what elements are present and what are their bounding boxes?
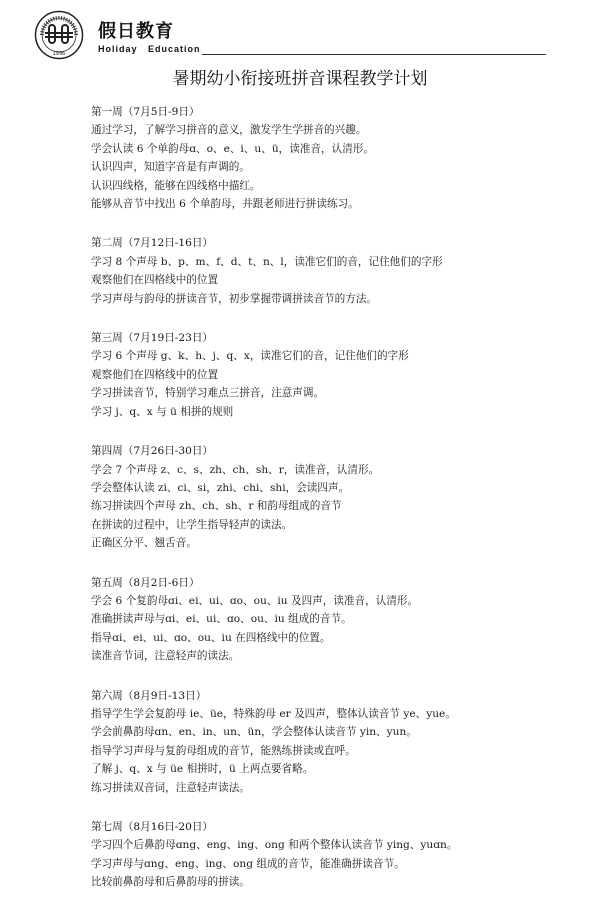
week-section bbox=[91, 234, 591, 308]
plan-line: 观察他们在四格线中的位置 bbox=[91, 368, 219, 381]
week-heading: 第七周（8月16日-20日） bbox=[91, 821, 214, 833]
plan-line: 学会前鼻韵母ɑn、en、in、un、ün，学会整体认读音节 yin、yun。 bbox=[91, 726, 417, 739]
week-heading: 第三周（7月19日-23日） bbox=[91, 332, 214, 345]
week-section bbox=[91, 687, 591, 797]
week-section bbox=[91, 574, 591, 666]
plan-line: 学会 6 个复韵母ɑi、ei、ui、ɑo、ou、iu 及四声，读准音，认清形。 bbox=[91, 594, 419, 607]
brand-name-chinese: 假日教育 bbox=[98, 21, 174, 42]
holiday-education-seal-logo bbox=[34, 10, 84, 60]
week-heading: 第一周（7月5日-9日） bbox=[91, 106, 200, 118]
week-section bbox=[91, 818, 591, 892]
document-title: 暑期幼小衔接班拼音课程教学计划 bbox=[172, 69, 428, 89]
plan-line: 学会 7 个声母 z、c、s、zh、ch、sh、r，读准音，认清形。 bbox=[91, 463, 380, 476]
plan-line: 指导学习声母与复韵母组成的音节，能熟练拼读或直呼。 bbox=[91, 744, 356, 757]
plan-line: 比较前鼻韵母和后鼻韵母的拼读。 bbox=[91, 876, 250, 889]
plan-line: 读准音节词，注意轻声的读法。 bbox=[91, 650, 240, 663]
plan-line: 学会认读 6 个单韵母ɑ、o、e、i、u、ü，读准音，认清形。 bbox=[91, 142, 374, 155]
plan-line: 通过学习，了解学习拼音的意义，激发学生学拼音的兴趣。 bbox=[91, 124, 367, 137]
week-heading: 第二周（7月12日-16日） bbox=[91, 237, 214, 250]
plan-line: 了解 j、q、x 与 üe 相拼时，ü 上两点要省略。 bbox=[91, 763, 314, 776]
week-section bbox=[91, 329, 591, 421]
plan-line: 学习拼读音节，特别学习难点三拼音，注意声调。 bbox=[91, 387, 325, 400]
plan-line: 练习拼读四个声母 zh、ch、sh、r 和韵母组成的音节 bbox=[91, 500, 342, 513]
plan-line: 学习 8 个声母 b、p、m、f、d、t、n、l，读准它们的音，记住他们的字形 bbox=[91, 255, 443, 268]
week-heading: 第六周（8月9日-13日） bbox=[91, 689, 207, 702]
plan-line: 认识四线格，能够在四线格中描红。 bbox=[91, 179, 261, 192]
week-plan-list bbox=[91, 103, 591, 913]
week-heading: 第四周（7月26日-30日） bbox=[91, 445, 214, 458]
plan-line: 学习 6 个声母 g、k、h、j、q、x，读准它们的音，记住他们的字形 bbox=[91, 350, 409, 363]
plan-line: 学会整体认读 zi、ci、si，zhi、chi、shi，会读四声。 bbox=[91, 481, 350, 494]
plan-line: 能够从音节中找出 6 个单韵母，并跟老师进行拼读练习。 bbox=[91, 198, 359, 211]
plan-line: 学习四个后鼻韵母ɑng、eng、ing、ong 和两个整体认读音节 ying、yuɑn。 bbox=[91, 839, 458, 852]
plan-line: 正确区分平、翘舌音。 bbox=[91, 537, 197, 550]
plan-line: 准确拼读声母与ɑi、ei、ui、ɑo、ou、iu 组成的音节。 bbox=[91, 613, 352, 626]
week-section bbox=[91, 103, 591, 213]
header-divider bbox=[202, 54, 546, 55]
week-heading: 第五周（8月2日-6日） bbox=[91, 576, 200, 589]
plan-line: 练习拼读双音词，注意轻声读法。 bbox=[91, 781, 250, 794]
page-header bbox=[34, 10, 514, 58]
plan-line: 学习声母与ɑng、eng、ing、ong 组成的音节，能准确拼读音节。 bbox=[91, 857, 405, 870]
plan-line: 认识四声，知道字音是有声调的。 bbox=[91, 161, 250, 174]
seal-year: 1996 bbox=[52, 51, 66, 57]
plan-line: 观察他们在四格线中的位置 bbox=[91, 274, 219, 287]
plan-line: 指导学生学会复韵母 ie、üe，特殊韵母 er 及四声，整体认读音节 ye、yue。 bbox=[91, 707, 456, 720]
plan-line: 在拼读的过程中，让学生指导轻声的读法。 bbox=[91, 518, 293, 531]
plan-line: 学习 j、q、x 与 ü 相拼的规则 bbox=[91, 405, 234, 418]
week-section bbox=[91, 442, 591, 552]
brand-name-english: Holiday Education bbox=[98, 44, 201, 54]
plan-line: 指导ɑi、ei、ui、ɑo、ou、iu 在四格线中的位置。 bbox=[91, 631, 331, 644]
plan-line: 学习声母与韵母的拼读音节，初步掌握带调拼读音节的方法。 bbox=[91, 292, 378, 305]
